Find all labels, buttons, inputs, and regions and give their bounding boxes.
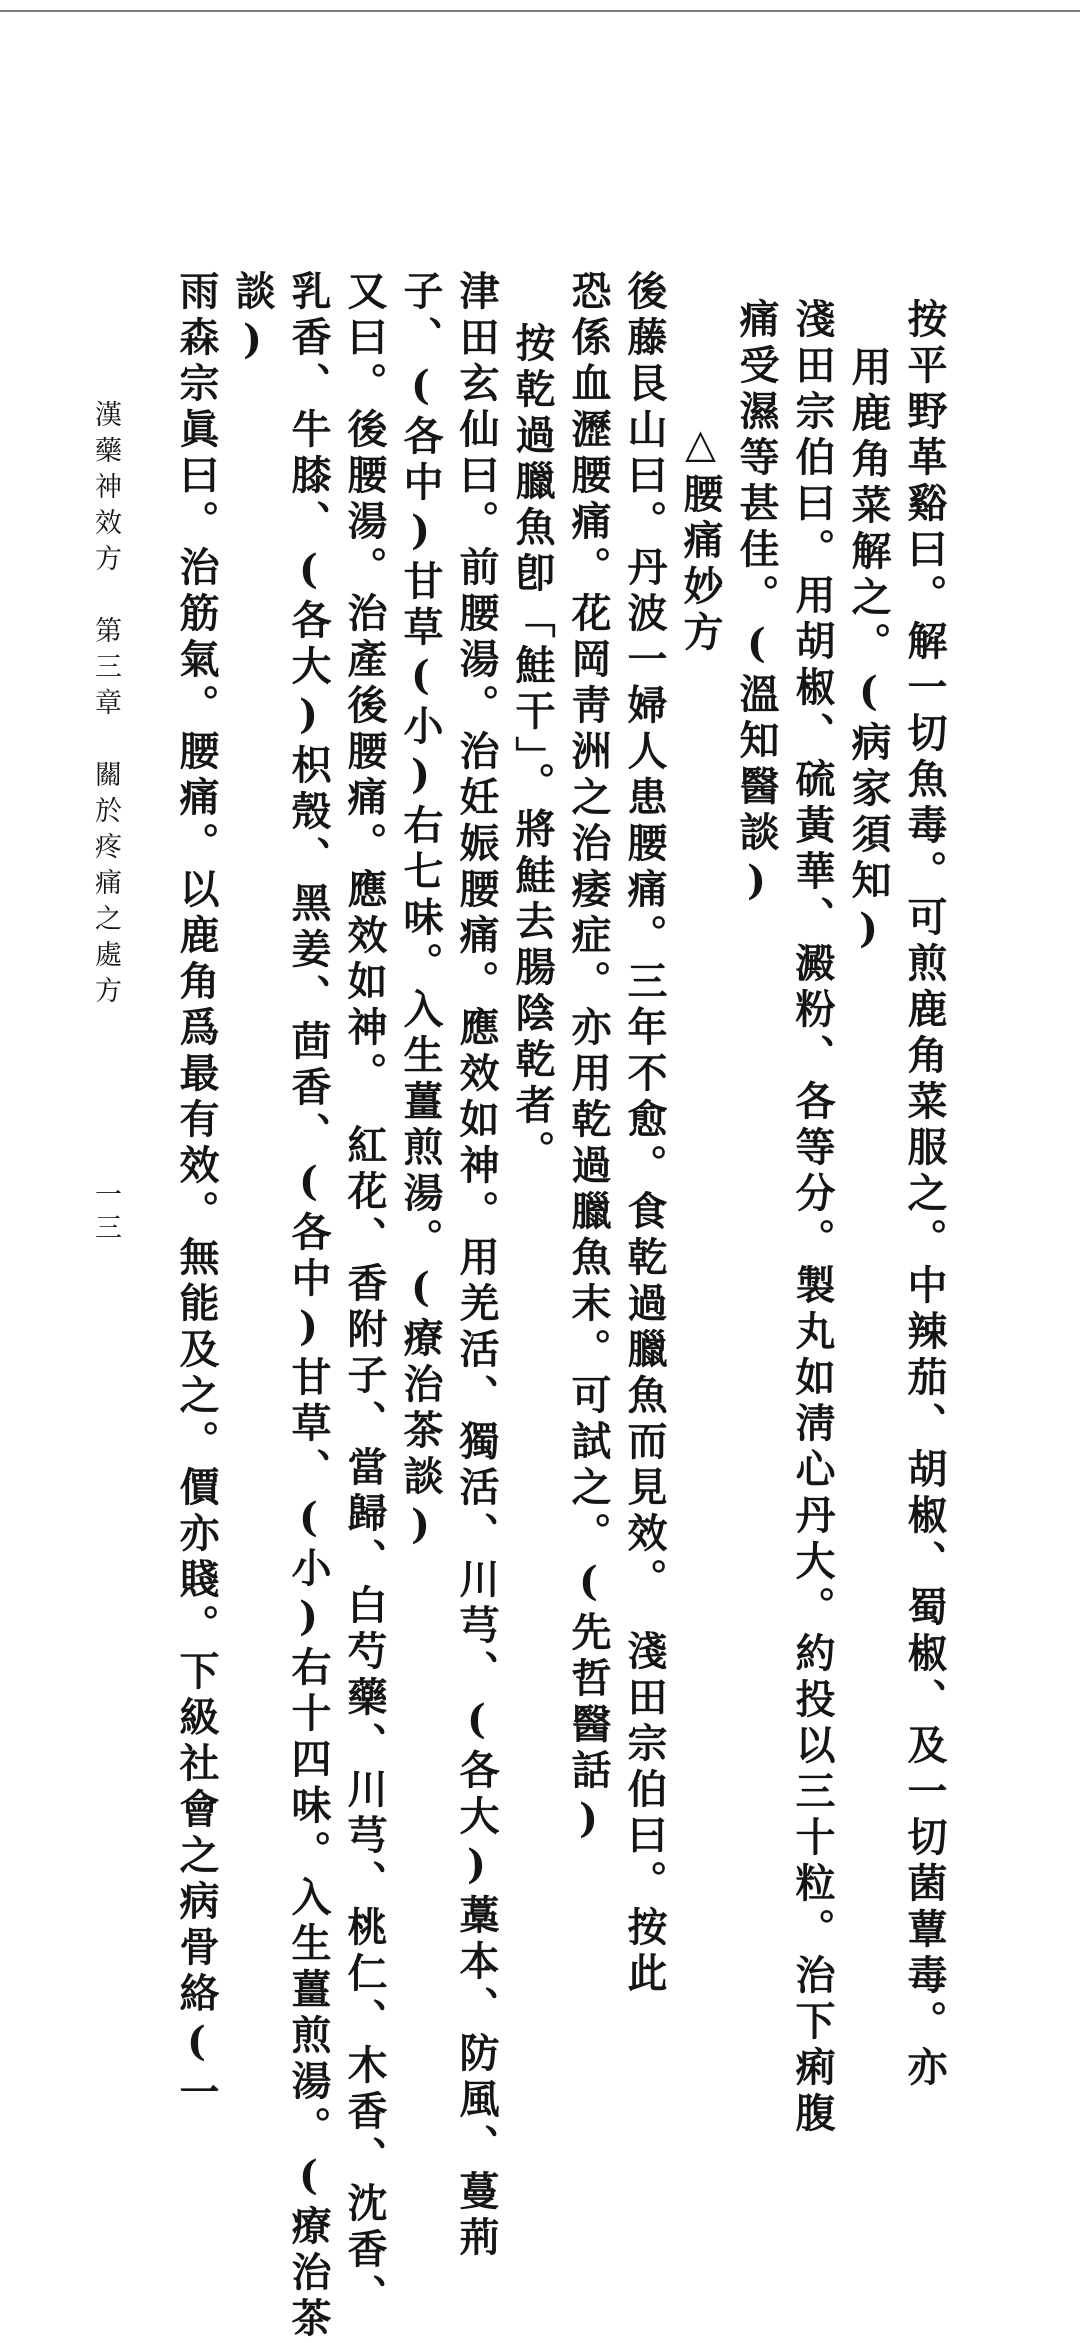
text-column-11: 又曰。後腰湯。治產後腰痛。應效如神。 紅花、香附子、當歸、白芍藥、川芎、桃仁、木香、沈香、 <box>341 270 388 2320</box>
text-column-12: 乳香、牛膝、(各大)枳殼、黑姜、茴香、(各中)甘草、(小)右十四味。入生薑煎湯。(療治茶 <box>285 270 332 2343</box>
text-column-13: 談) <box>229 270 276 369</box>
text-column-1: 按平野革谿曰。解一切魚毒。可煎鹿角菜服之。中辣茄、胡椒、蜀椒、及一切菌蕈毒。亦 <box>901 298 948 2092</box>
text-column-2: 用鹿角菜解之。(病家須知) <box>845 346 892 958</box>
running-title: 漢藥神效方 第三章 關於疼痛之處方 <box>90 400 121 1012</box>
text-column-8: 按乾過臘魚卽「鮭干」。將鮭去腸陰乾者。 <box>509 322 556 1176</box>
text-column-7: 恐係血瀝腰痛。花岡靑洲之治痿症。亦用乾過臘魚末。可試之。(先哲醫話) <box>565 270 612 1848</box>
section-heading: △腰痛妙方 <box>677 420 724 657</box>
text-column-9: 津田玄仙曰。前腰湯。治妊娠腰痛。應效如神。用羌活、獨活、川芎、(各大)藁本、防風、蔓荊 <box>453 270 500 2262</box>
page-number: 一三 <box>90 1180 121 1246</box>
text-column-14: 雨森宗眞曰。治筋氣。腰痛。以鹿角爲最有效。無能及之。價亦賤。下級社會之病骨絡(一 <box>173 270 220 2117</box>
text-column-10: 子、(各中)甘草(小)右七味。入生薑煎湯。(療治茶談) <box>397 270 444 1554</box>
top-border-line <box>0 10 1080 12</box>
text-column-4: 痛受濕等甚佳。(溫知醫談) <box>733 298 780 910</box>
text-column-6: 後藤艮山曰。丹波一婦人患腰痛。三年不愈。食乾過臘魚而見效。 淺田宗伯曰。按此 <box>621 270 668 1998</box>
text-column-3: 淺田宗伯曰。用胡椒、硫黃華、澱粉、各等分。製丸如淸心丹大。約投以三十粒。治下痢腹 <box>789 298 836 2138</box>
